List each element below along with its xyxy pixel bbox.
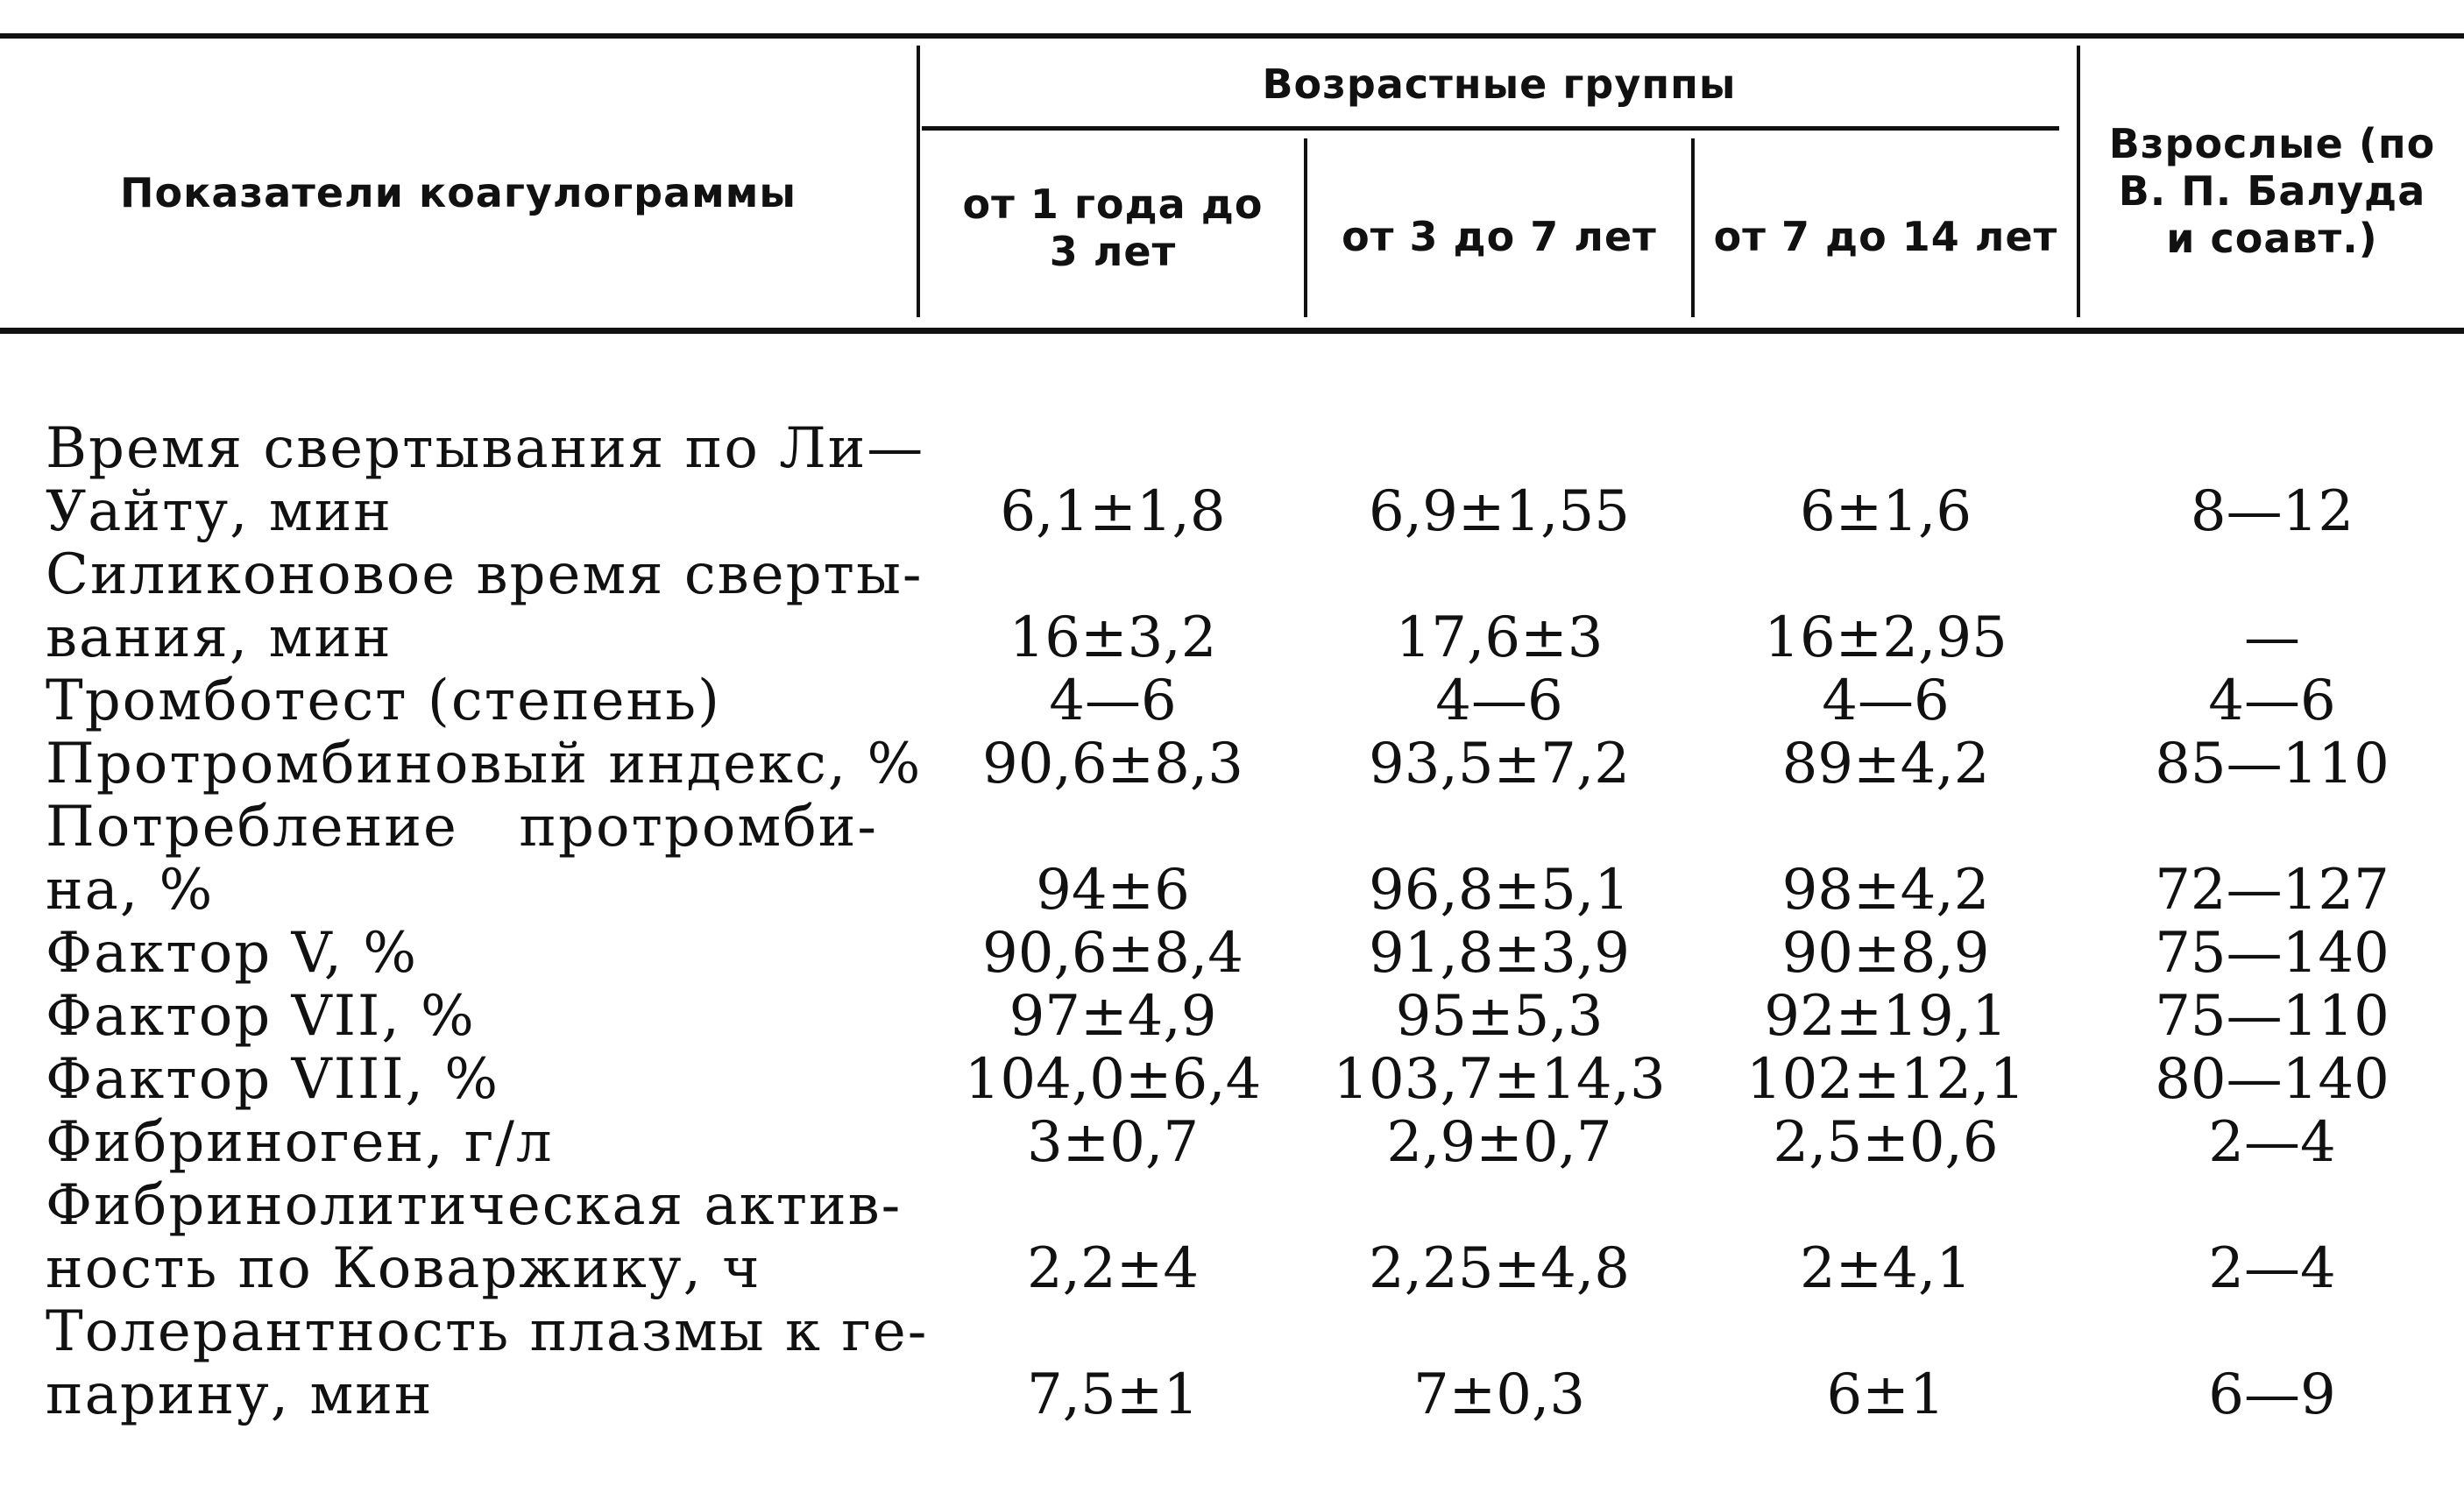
cell-age-group-3: 98±4,2 — [1781, 858, 1990, 923]
cell-age-group-1: 104,0±6,4 — [964, 1047, 1262, 1112]
cell-age-group-3: 4—6 — [1822, 669, 1950, 733]
cell-age-group-3: 102±12,1 — [1745, 1047, 2026, 1112]
row-label-line: парину, мин — [46, 1362, 434, 1427]
row-label-line: Время свертывания по Ли— — [46, 416, 925, 481]
row-label-line: Потребление протромби- — [46, 795, 878, 860]
row-label-line: Фибринолитическая актив- — [46, 1173, 903, 1238]
row-label — [46, 796, 878, 922]
cell-age-group-3: 16±2,95 — [1764, 605, 2007, 670]
cell-age-group-1: 2,2±4 — [1026, 1236, 1200, 1301]
row-label — [46, 732, 923, 796]
cell-adults: 75—110 — [2155, 984, 2390, 1049]
cell-adults: 8—12 — [2190, 479, 2354, 544]
table-row — [0, 922, 2464, 985]
cell-age-group-2: 17,6±3 — [1395, 605, 1604, 670]
row-label-line: Фактор V, % — [46, 921, 419, 986]
row-label — [46, 1111, 878, 1174]
top-rule — [0, 33, 2464, 39]
cell-age-group-1: 4—6 — [1049, 669, 1177, 733]
header-adults — [2080, 112, 2464, 270]
header-col3-text: от 7 до 14 лет — [1713, 213, 2058, 260]
header-col1 — [922, 166, 1304, 289]
row-label — [46, 922, 878, 985]
row-label — [46, 985, 878, 1048]
cell-age-group-2: 2,9±0,7 — [1386, 1110, 1612, 1175]
cell-age-group-1: 7,5±1 — [1026, 1362, 1200, 1427]
row-label-line: на, % — [46, 858, 215, 923]
cell-age-group-1: 90,6±8,3 — [982, 732, 1243, 796]
cell-age-group-1: 90,6±8,4 — [982, 921, 1243, 986]
table-row — [0, 1174, 2464, 1300]
table-row — [0, 417, 2464, 543]
table-row — [0, 1300, 2464, 1426]
header-adults-line2: В. П. Балуда — [2118, 167, 2426, 215]
header-col2-text: от 3 до 7 лет — [1342, 213, 1657, 260]
cell-age-group-3: 90±8,9 — [1781, 921, 1990, 986]
table-row — [0, 1048, 2464, 1111]
cell-adults: 85—110 — [2155, 732, 2390, 796]
cell-age-group-3: 2±4,1 — [1799, 1236, 1972, 1301]
cell-age-group-2: 95±5,3 — [1395, 984, 1604, 1049]
cell-age-group-2: 93,5±7,2 — [1369, 732, 1630, 796]
row-label-line: Силиконовое время сверты- — [46, 542, 924, 607]
cell-age-group-2: 96,8±5,1 — [1369, 858, 1630, 923]
age-groups-underline — [922, 126, 2059, 131]
cell-age-group-2: 2,25±4,8 — [1369, 1236, 1630, 1301]
row-label-line: Протромбиновый индекс, % — [46, 732, 923, 796]
cell-age-group-3: 2,5±0,6 — [1773, 1110, 1999, 1175]
header-adults-line1: Взрослые (по — [2108, 120, 2436, 167]
header-col3 — [1695, 202, 2077, 272]
row-label-line: ность по Коваржику, ч — [46, 1236, 761, 1301]
header-col1-line1: от 1 года до — [962, 180, 1264, 228]
cell-age-group-1: 16±3,2 — [1009, 605, 1217, 670]
row-label-line: Фактор VII, % — [46, 984, 476, 1049]
table-row — [0, 796, 2464, 922]
cell-age-group-2: 103,7±14,3 — [1333, 1047, 1666, 1112]
header-bottom-rule — [0, 328, 2464, 334]
cell-age-group-3: 92±19,1 — [1764, 984, 2007, 1049]
row-label-line: Толерантность плазмы к ге- — [46, 1299, 929, 1364]
header-indicators — [0, 140, 917, 245]
table-row — [0, 669, 2464, 732]
header-col1-line2: 3 лет — [1049, 228, 1177, 275]
cell-age-group-1: 94±6 — [1036, 858, 1190, 923]
cell-adults: 2—4 — [2208, 1110, 2336, 1175]
cell-adults: 4—6 — [2208, 669, 2336, 733]
cell-age-group-1: 3±0,7 — [1026, 1110, 1200, 1175]
cell-age-group-2: 4—6 — [1435, 669, 1563, 733]
divider-indicators — [917, 46, 920, 317]
table-row — [0, 543, 2464, 669]
cell-age-group-2: 6,9±1,55 — [1369, 479, 1630, 544]
row-label-line: вания, мин — [46, 605, 393, 670]
cell-adults: — — [2244, 605, 2300, 670]
row-label-line: Тромботест (степень) — [46, 669, 721, 733]
row-label — [46, 669, 878, 732]
header-indicators-text: Показатели коагулограммы — [120, 169, 797, 216]
cell-adults: 2—4 — [2208, 1236, 2336, 1301]
header-age-groups-text: Возрастные группы — [1262, 60, 1737, 108]
cell-age-group-1: 97±4,9 — [1009, 984, 1217, 1049]
header-col2 — [1307, 202, 1691, 272]
cell-age-group-3: 6±1,6 — [1799, 479, 1972, 544]
row-label — [46, 542, 924, 670]
row-label — [46, 1048, 878, 1111]
cell-adults: 75—140 — [2155, 921, 2390, 986]
table-row — [0, 1111, 2464, 1174]
cell-age-group-2: 91,8±3,9 — [1369, 921, 1630, 986]
cell-adults: 80—140 — [2155, 1047, 2390, 1112]
table-row — [0, 985, 2464, 1048]
row-label-line: Уайту, мин — [46, 479, 393, 544]
row-label — [46, 416, 925, 544]
table-row — [0, 732, 2464, 796]
header-age-groups — [922, 49, 2077, 119]
row-label — [46, 1299, 929, 1427]
cell-adults: 6—9 — [2208, 1362, 2336, 1427]
header-adults-line3: и соавт.) — [2166, 215, 2378, 262]
cell-age-group-2: 7±0,3 — [1413, 1362, 1586, 1427]
cell-age-group-3: 89±4,2 — [1781, 732, 1990, 796]
cell-age-group-1: 6,1±1,8 — [1000, 479, 1226, 544]
cell-age-group-3: 6±1 — [1826, 1362, 1945, 1427]
row-label-line: Фибриноген, г/л — [46, 1110, 554, 1175]
row-label — [46, 1173, 903, 1301]
row-label-line: Фактор VIII, % — [46, 1047, 500, 1112]
cell-adults: 72—127 — [2155, 858, 2390, 923]
